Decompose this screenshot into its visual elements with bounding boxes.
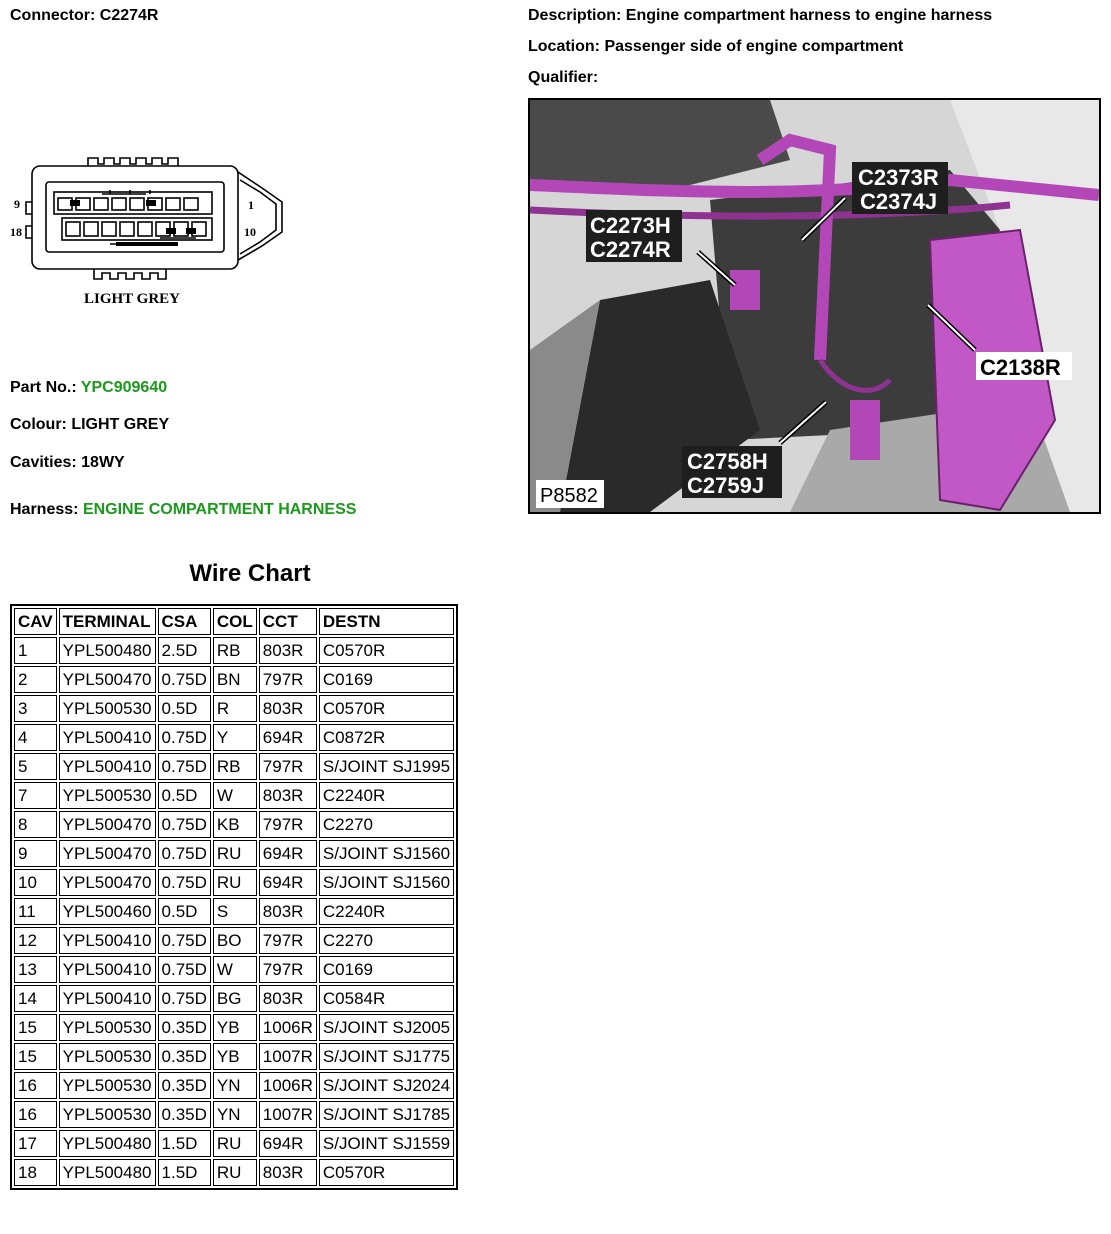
cell-col: RU (213, 869, 257, 896)
cell-cav: 2 (14, 666, 57, 693)
cell-csa: 0.75D (158, 956, 211, 983)
cell-terminal: YPL500530 (59, 1072, 156, 1099)
cell-destn: C0570R (319, 637, 454, 664)
part-no-link[interactable]: YPC909640 (80, 379, 168, 396)
cell-cct: 797R (259, 927, 317, 954)
cell-col: BG (213, 985, 257, 1012)
cell-cct: 694R (259, 840, 317, 867)
cell-destn: C0570R (319, 695, 454, 722)
cell-csa: 0.75D (158, 666, 211, 693)
cavities-label: Cavities: (10, 454, 77, 471)
cell-cav: 7 (14, 782, 57, 809)
cell-cav: 18 (14, 1159, 57, 1186)
colour-value: LIGHT GREY (71, 416, 170, 433)
cell-col: KB (213, 811, 257, 838)
cavities-value: 18WY (81, 454, 125, 471)
cell-cct: 1006R (259, 1072, 317, 1099)
connector-diagram (10, 150, 300, 310)
cell-csa: 0.35D (158, 1072, 211, 1099)
cell-csa: 2.5D (158, 637, 211, 664)
cell-destn: S/JOINT SJ2005 (319, 1014, 454, 1041)
cell-terminal: YPL500530 (59, 782, 156, 809)
pin-label-1: 1 (248, 198, 254, 212)
cell-csa: 0.35D (158, 1043, 211, 1070)
table-row (14, 1014, 454, 1041)
callout-c2273h: C2273H (590, 213, 671, 238)
cavities-field (10, 454, 125, 472)
qualifier-field (528, 69, 598, 87)
cell-terminal: YPL500530 (59, 695, 156, 722)
connector-field (10, 7, 158, 25)
cell-cav: 8 (14, 811, 57, 838)
cell-destn: C0169 (319, 666, 454, 693)
cell-destn: S/JOINT SJ1560 (319, 840, 454, 867)
header-destn: DESTN (319, 608, 454, 635)
cell-cav: 9 (14, 840, 57, 867)
cell-cct: 803R (259, 898, 317, 925)
table-row (14, 695, 454, 722)
cell-cct: 797R (259, 811, 317, 838)
cell-cav: 12 (14, 927, 57, 954)
table-row (14, 898, 454, 925)
table-row (14, 1101, 454, 1128)
cell-terminal: YPL500410 (59, 927, 156, 954)
cell-terminal: YPL500480 (59, 1130, 156, 1157)
harness-label: Harness: (10, 501, 79, 518)
cell-csa: 0.75D (158, 840, 211, 867)
cell-col: RB (213, 753, 257, 780)
cell-csa: 0.35D (158, 1101, 211, 1128)
table-row (14, 1159, 454, 1186)
cell-terminal: YPL500460 (59, 898, 156, 925)
cell-terminal: YPL500470 (59, 869, 156, 896)
table-row (14, 927, 454, 954)
cell-cav: 3 (14, 695, 57, 722)
callout-c2138r: C2138R (980, 355, 1061, 380)
table-row (14, 724, 454, 751)
cell-terminal: YPL500530 (59, 1043, 156, 1070)
cell-cav: 16 (14, 1101, 57, 1128)
cell-col: BO (213, 927, 257, 954)
callout-c2374j: C2374J (860, 189, 938, 214)
cell-col: YB (213, 1014, 257, 1041)
engine-compartment-illustration (530, 100, 1099, 512)
pin-label-18: 18 (10, 225, 22, 239)
header-csa: CSA (158, 608, 211, 635)
cell-destn: S/JOINT SJ2024 (319, 1072, 454, 1099)
pin-label-10: 10 (244, 225, 256, 239)
table-row (14, 637, 454, 664)
connector-label: Connector: (10, 7, 96, 24)
cell-cct: 803R (259, 782, 317, 809)
diagram-colour-caption: LIGHT GREY (84, 291, 180, 307)
part-no-field (10, 379, 167, 397)
callout-c2274r: C2274R (590, 237, 671, 262)
cell-destn: C0584R (319, 985, 454, 1012)
description-value: Engine compartment harness to engine harness (625, 7, 993, 24)
cell-cav: 17 (14, 1130, 57, 1157)
header-cct: CCT (259, 608, 317, 635)
cell-terminal: YPL500480 (59, 637, 156, 664)
cell-cct: 797R (259, 666, 317, 693)
description-label: Description: (528, 7, 622, 24)
cell-col: RB (213, 637, 257, 664)
cell-destn: S/JOINT SJ1995 (319, 753, 454, 780)
cell-destn: C2240R (319, 782, 454, 809)
location-field (528, 38, 903, 56)
colour-field (10, 416, 169, 434)
cell-csa: 0.35D (158, 1014, 211, 1041)
cell-cct: 1007R (259, 1043, 317, 1070)
cell-destn: C2240R (319, 898, 454, 925)
cell-cct: 803R (259, 1159, 317, 1186)
cell-terminal: YPL500410 (59, 724, 156, 751)
cell-terminal: YPL500470 (59, 666, 156, 693)
cell-col: BN (213, 666, 257, 693)
callout-c2759j: C2759J (687, 473, 765, 498)
location-photo (528, 98, 1101, 514)
photo-reference: P8582 (540, 485, 598, 507)
table-row (14, 1130, 454, 1157)
part-no-label: Part No.: (10, 379, 77, 396)
cell-cct: 694R (259, 1130, 317, 1157)
cell-cct: 1007R (259, 1101, 317, 1128)
cell-cct: 803R (259, 985, 317, 1012)
cell-csa: 0.75D (158, 753, 211, 780)
cell-terminal: YPL500480 (59, 1159, 156, 1186)
cell-cct: 694R (259, 869, 317, 896)
table-row (14, 840, 454, 867)
cell-terminal: YPL500530 (59, 1014, 156, 1041)
cell-cav: 5 (14, 753, 57, 780)
description-field (528, 7, 992, 25)
table-row (14, 666, 454, 693)
cell-terminal: YPL500410 (59, 753, 156, 780)
cell-csa: 0.75D (158, 724, 211, 751)
cell-cav: 14 (14, 985, 57, 1012)
cell-terminal: YPL500410 (59, 956, 156, 983)
wire-chart-header-row (14, 608, 454, 635)
table-row (14, 869, 454, 896)
cell-terminal: YPL500470 (59, 840, 156, 867)
cell-destn: S/JOINT SJ1560 (319, 869, 454, 896)
table-row (14, 956, 454, 983)
wire-chart-title: Wire Chart (189, 560, 311, 587)
cell-col: R (213, 695, 257, 722)
cell-cav: 1 (14, 637, 57, 664)
cell-cct: 797R (259, 753, 317, 780)
cell-csa: 0.75D (158, 985, 211, 1012)
cell-col: W (213, 956, 257, 983)
colour-label: Colour: (10, 416, 67, 433)
cell-csa: 0.5D (158, 898, 211, 925)
wire-chart-table (10, 604, 458, 1190)
cell-cav: 16 (14, 1072, 57, 1099)
cell-cav: 15 (14, 1014, 57, 1041)
qualifier-label: Qualifier: (528, 69, 599, 86)
cell-csa: 0.75D (158, 811, 211, 838)
cell-terminal: YPL500470 (59, 811, 156, 838)
cell-csa: 1.5D (158, 1130, 211, 1157)
cell-destn: S/JOINT SJ1559 (319, 1130, 454, 1157)
table-row (14, 782, 454, 809)
cell-col: RU (213, 840, 257, 867)
cell-col: S (213, 898, 257, 925)
cell-cav: 13 (14, 956, 57, 983)
callout-c2373r: C2373R (858, 165, 939, 190)
cell-csa: 0.75D (158, 927, 211, 954)
cell-col: RU (213, 1159, 257, 1186)
cell-cav: 4 (14, 724, 57, 751)
cell-csa: 1.5D (158, 1159, 211, 1186)
cell-col: Y (213, 724, 257, 751)
table-row (14, 811, 454, 838)
cell-cct: 803R (259, 637, 317, 664)
cell-cct: 797R (259, 956, 317, 983)
cell-csa: 0.5D (158, 695, 211, 722)
pin-label-9: 9 (14, 197, 20, 211)
cell-cct: 694R (259, 724, 317, 751)
cell-col: YB (213, 1043, 257, 1070)
table-row (14, 985, 454, 1012)
harness-field (10, 501, 356, 519)
cell-cav: 10 (14, 869, 57, 896)
callout-c2758h: C2758H (687, 449, 768, 474)
cell-cct: 1006R (259, 1014, 317, 1041)
cell-terminal: YPL500530 (59, 1101, 156, 1128)
cell-destn: C0570R (319, 1159, 454, 1186)
cell-destn: S/JOINT SJ1785 (319, 1101, 454, 1128)
cell-col: YN (213, 1072, 257, 1099)
cell-col: RU (213, 1130, 257, 1157)
harness-link[interactable]: ENGINE COMPARTMENT HARNESS (82, 501, 357, 518)
cell-csa: 0.75D (158, 869, 211, 896)
cell-cav: 15 (14, 1043, 57, 1070)
cell-cav: 11 (14, 898, 57, 925)
location-label: Location: (528, 38, 600, 55)
header-col: COL (213, 608, 257, 635)
cell-destn: C2270 (319, 811, 454, 838)
cell-terminal: YPL500410 (59, 985, 156, 1012)
table-row (14, 753, 454, 780)
cell-destn: C2270 (319, 927, 454, 954)
cell-destn: C0872R (319, 724, 454, 751)
header-cav: CAV (14, 608, 57, 635)
cell-col: YN (213, 1101, 257, 1128)
table-row (14, 1072, 454, 1099)
cell-destn: C0169 (319, 956, 454, 983)
cell-cct: 803R (259, 695, 317, 722)
cell-csa: 0.5D (158, 782, 211, 809)
connector-value: C2274R (99, 7, 159, 24)
location-value: Passenger side of engine compartment (604, 38, 904, 55)
cell-col: W (213, 782, 257, 809)
table-row (14, 1043, 454, 1070)
header-terminal: TERMINAL (59, 608, 156, 635)
cell-destn: S/JOINT SJ1775 (319, 1043, 454, 1070)
